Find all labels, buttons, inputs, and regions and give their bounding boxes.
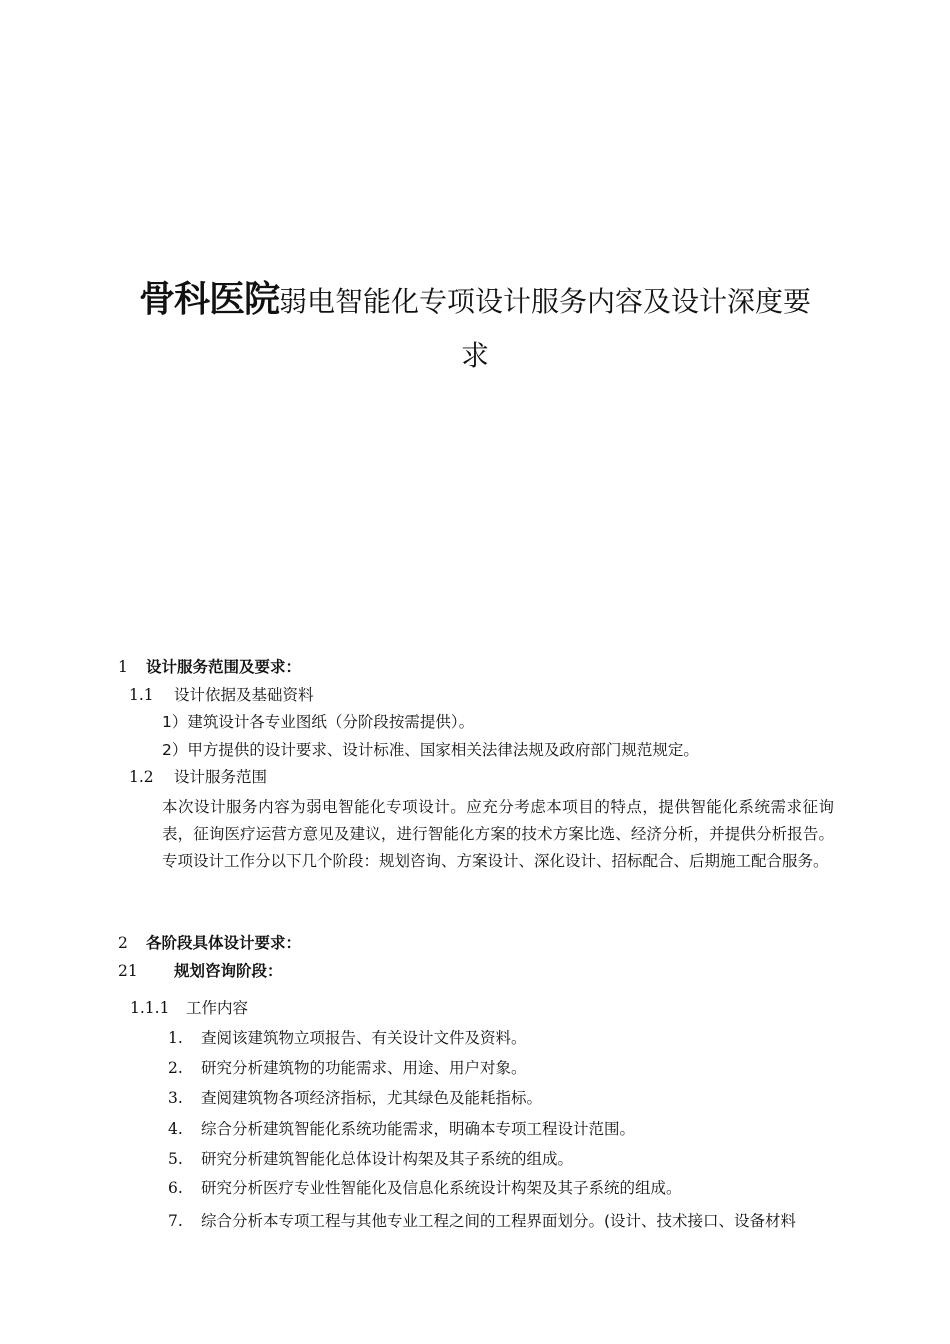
- subsection-number: 1.1: [129, 686, 154, 704]
- item-number: 6.: [168, 1179, 183, 1197]
- item-number: 3.: [168, 1089, 183, 1107]
- subsection-title: 工作内容: [186, 999, 249, 1017]
- subsection-1-1-1-heading: [130, 998, 248, 1018]
- list-item: [168, 1149, 573, 1169]
- item-text: 研究分析建筑智能化总体设计构架及其子系统的组成。: [201, 1150, 574, 1168]
- basis-item-1: 1）建筑设计各专业图纸（分阶段按需提供）。: [162, 713, 475, 731]
- item-text: 综合分析建筑智能化系统功能需求，明确本专项工程设计范围。: [201, 1120, 636, 1138]
- section-2-heading: [118, 933, 301, 953]
- subsection-number: 1.2: [129, 768, 154, 786]
- title-hospital-name: 骨科医院: [138, 279, 279, 320]
- item-number: 4.: [168, 1120, 183, 1138]
- basis-item-2: 2）甲方提供的设计要求、设计标准、国家相关法律法规及政府部门规范规定。: [162, 741, 699, 759]
- subsection-1-2-heading: [129, 767, 267, 787]
- section-title: 各阶段具体设计要求：: [146, 934, 302, 952]
- subsection-number: 1.1.1: [130, 999, 170, 1017]
- section-title: 设计服务范围及要求：: [146, 658, 302, 676]
- list-item: [168, 1119, 635, 1139]
- item-text: 研究分析医疗专业性智能化及信息化系统设计构架及其子系统的组成。: [201, 1179, 682, 1197]
- list-item: [168, 1028, 527, 1048]
- subsection-number: 21: [118, 962, 138, 980]
- item-number: 1.: [168, 1029, 183, 1047]
- document-title: [100, 278, 850, 379]
- section-number: 1: [118, 658, 128, 676]
- list-item: [168, 1088, 542, 1108]
- subsection-title: 规划咨询阶段：: [174, 962, 283, 980]
- title-subject: 弱电智能化专项设计服务内容及设计深度要: [279, 285, 812, 318]
- list-item: [168, 1178, 682, 1198]
- item-text: 综合分析本专项工程与其他专业工程之间的工程界面划分。(设计、技术接口、设备材料: [201, 1212, 797, 1230]
- item-number: 7.: [168, 1212, 183, 1230]
- subsection-1-1-heading: [129, 685, 314, 705]
- subsection-title: 设计依据及基础资料: [174, 686, 314, 704]
- list-item: [168, 1058, 527, 1078]
- title-line-2: 求: [460, 339, 489, 372]
- item-text: 查阅建筑物各项经济指标，尤其绿色及能耗指标。: [201, 1089, 543, 1107]
- section-number: 2: [118, 934, 128, 952]
- list-item: [168, 1211, 796, 1231]
- item-text: 查阅该建筑物立项报告、有关设计文件及资料。: [201, 1029, 527, 1047]
- section-1-heading: [118, 657, 301, 677]
- subsection-2-1-heading: [118, 961, 283, 981]
- item-text: 研究分析建筑物的功能需求、用途、用户对象。: [201, 1059, 527, 1077]
- subsection-title: 设计服务范围: [174, 768, 268, 786]
- item-number: 5.: [168, 1150, 183, 1168]
- item-number: 2.: [168, 1059, 183, 1077]
- scope-paragraph: 本次设计服务内容为弱电智能化专项设计。应充分考虑本项目的特点，提供智能化系统需求征询表，征询医疗运营方意见及建议，进行智能化方案的技术方案比选、经济分析，并提供分析报告。专项设计工作分以下几个阶段：规划咨询、方案设计、深化设计、招标配合、后期施工配合服务。: [162, 798, 834, 871]
- title-line-1: [100, 278, 850, 333]
